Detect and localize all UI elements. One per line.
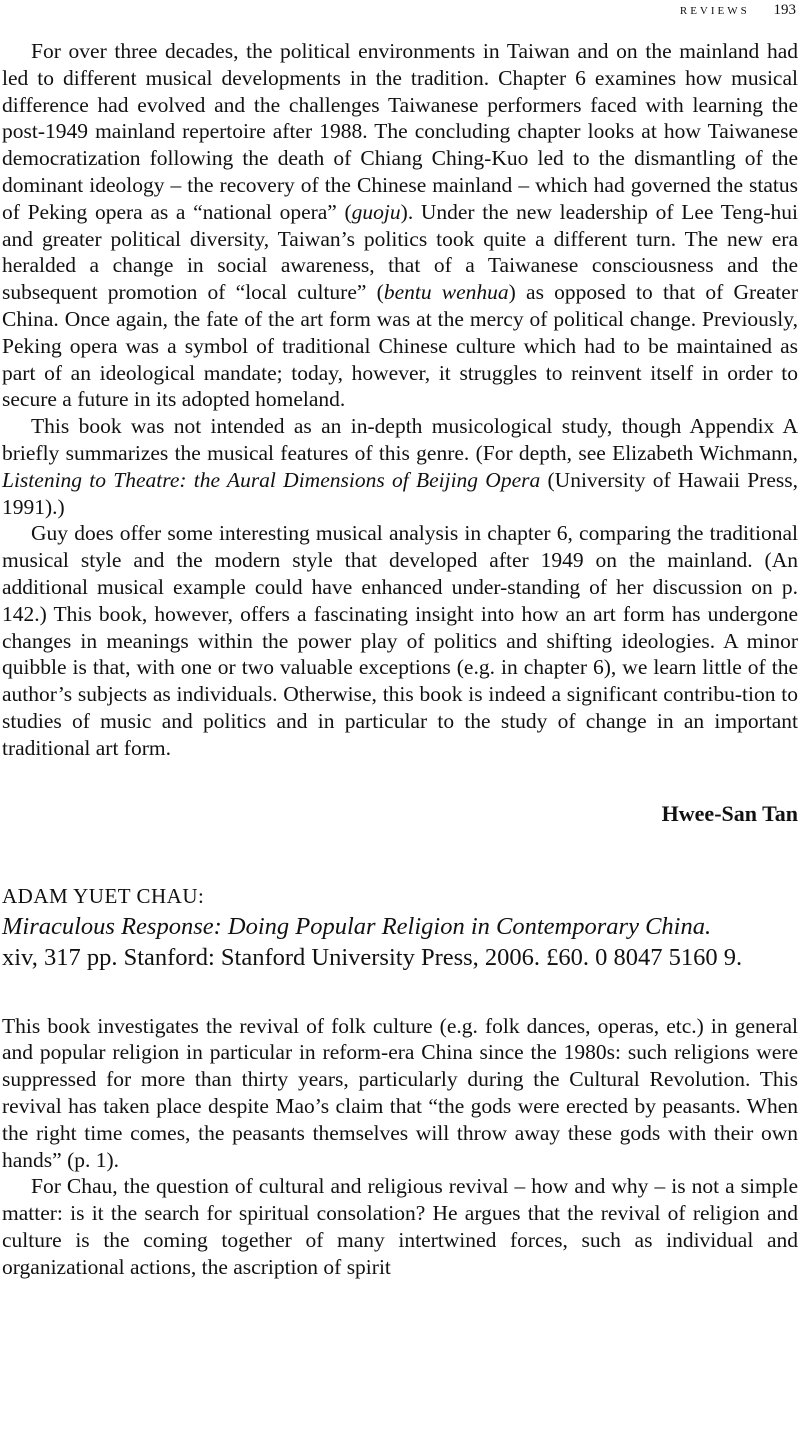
text-run: Guy does offer some interesting musical analysis in chapter 6, comparing the traditional musical style and the modern style that developed after 1949 on the mainland. (An additional musical example could have enhanced under-standing of her discussion on p. 142.) This book, however, offers a fascinating insight into how an art form has undergone changes in meanings within the power play of politics and shifting ideologies. A minor quibble is that, with one or two valuable exceptions (e.g. in chapter 6), we learn little of the author’s subjects as individuals. Otherwise, this book is indeed a significant contribu-tion to studies of music and politics and in particular to the study of change in an important traditional art form. [2, 521, 798, 760]
paragraph [2, 413, 798, 520]
text-run: For over three decades, the political environments in Taiwan and on the mainland had led to different musical developments in the tradition. Chapter 6 examines how musical difference had evolved and the challenges Taiwanese performers faced with learning the post-1949 mainland repertoire after 1988. The concluding chapter looks at how Taiwanese democratization following the death of Chiang Ching-Kuo led to the dismantling of the dominant ideology – the recovery of the Chinese mainland – which had governed the status of Peking opera as a “national opera” ( [2, 39, 798, 224]
text-run: (University of Hawaii Press, 1991).) [2, 467, 798, 519]
italic-term: bentu wenhua [383, 280, 509, 305]
page-number: 193 [773, 2, 796, 18]
paragraph [2, 1013, 798, 1174]
italic-book-title: Listening to Theatre: the Aural Dimensions of Beijing Opera [2, 467, 541, 492]
text-run: ). Under the new leadership of Lee Teng-hui and greater political diversity, Taiwan’s politics took quite a different turn. The new era heralded a change in social awareness, that of a Taiwanese consciousness and the subsequent promotion of “local culture” ( [2, 199, 798, 305]
text-run: ) as opposed to that of Greater China. Once again, the fate of the art form was at the mercy of political change. Previously, Peking opera was a symbol of traditional Chinese culture which had to be maintained as part of an ideological mandate; today, however, it struggles to reinvent itself in order to secure a future in its adopted homeland. [2, 280, 798, 412]
text-run: For Chau, the question of cultural and religious revival – how and why – is not a simple matter: is it the search for spiritual consolation? He argues that the revival of religion and culture is the coming together of many intertwined forces, such as individual and organizational actions, the ascription of spirit [2, 1174, 798, 1279]
review-body [2, 1013, 798, 1281]
italic-term: guoju [351, 199, 401, 224]
paragraph [2, 520, 798, 761]
book-author: ADAM YUET CHAU: [2, 883, 205, 908]
paragraph [2, 1173, 798, 1280]
text-run: This book was not intended as an in-depth musicological study, though Appendix A briefly summarizes the musical features of this genre. (For depth, see Elizabeth Wichmann, [2, 414, 798, 465]
running-title: reviews [679, 2, 750, 18]
review-continuation [2, 38, 798, 828]
page-content [2, 38, 798, 1280]
book-details: xiv, 317 pp. Stanford: Stanford University Press, 2006. £60. 0 8047 5160 9. [2, 943, 743, 971]
review-header [2, 881, 798, 973]
text-run: This book investigates the revival of folk culture (e.g. folk dances, operas, etc.) in general and popular religion in particular in reform-era China since the 1980s: such religions were suppressed for more than thirty years, particularly during the Cultural Revolution. This revival has taken place despite Mao’s claim that “the gods were erected by peasants. When the right time comes, the peasants themselves will throw away these gods with their own hands” (p. 1). [2, 1013, 798, 1172]
book-title: Miraculous Response: Doing Popular Religion in Contemporary China. [2, 912, 712, 940]
running-head [680, 0, 796, 20]
reviewer-signature: Hwee-San Tan [661, 800, 798, 826]
paragraph [2, 38, 798, 413]
